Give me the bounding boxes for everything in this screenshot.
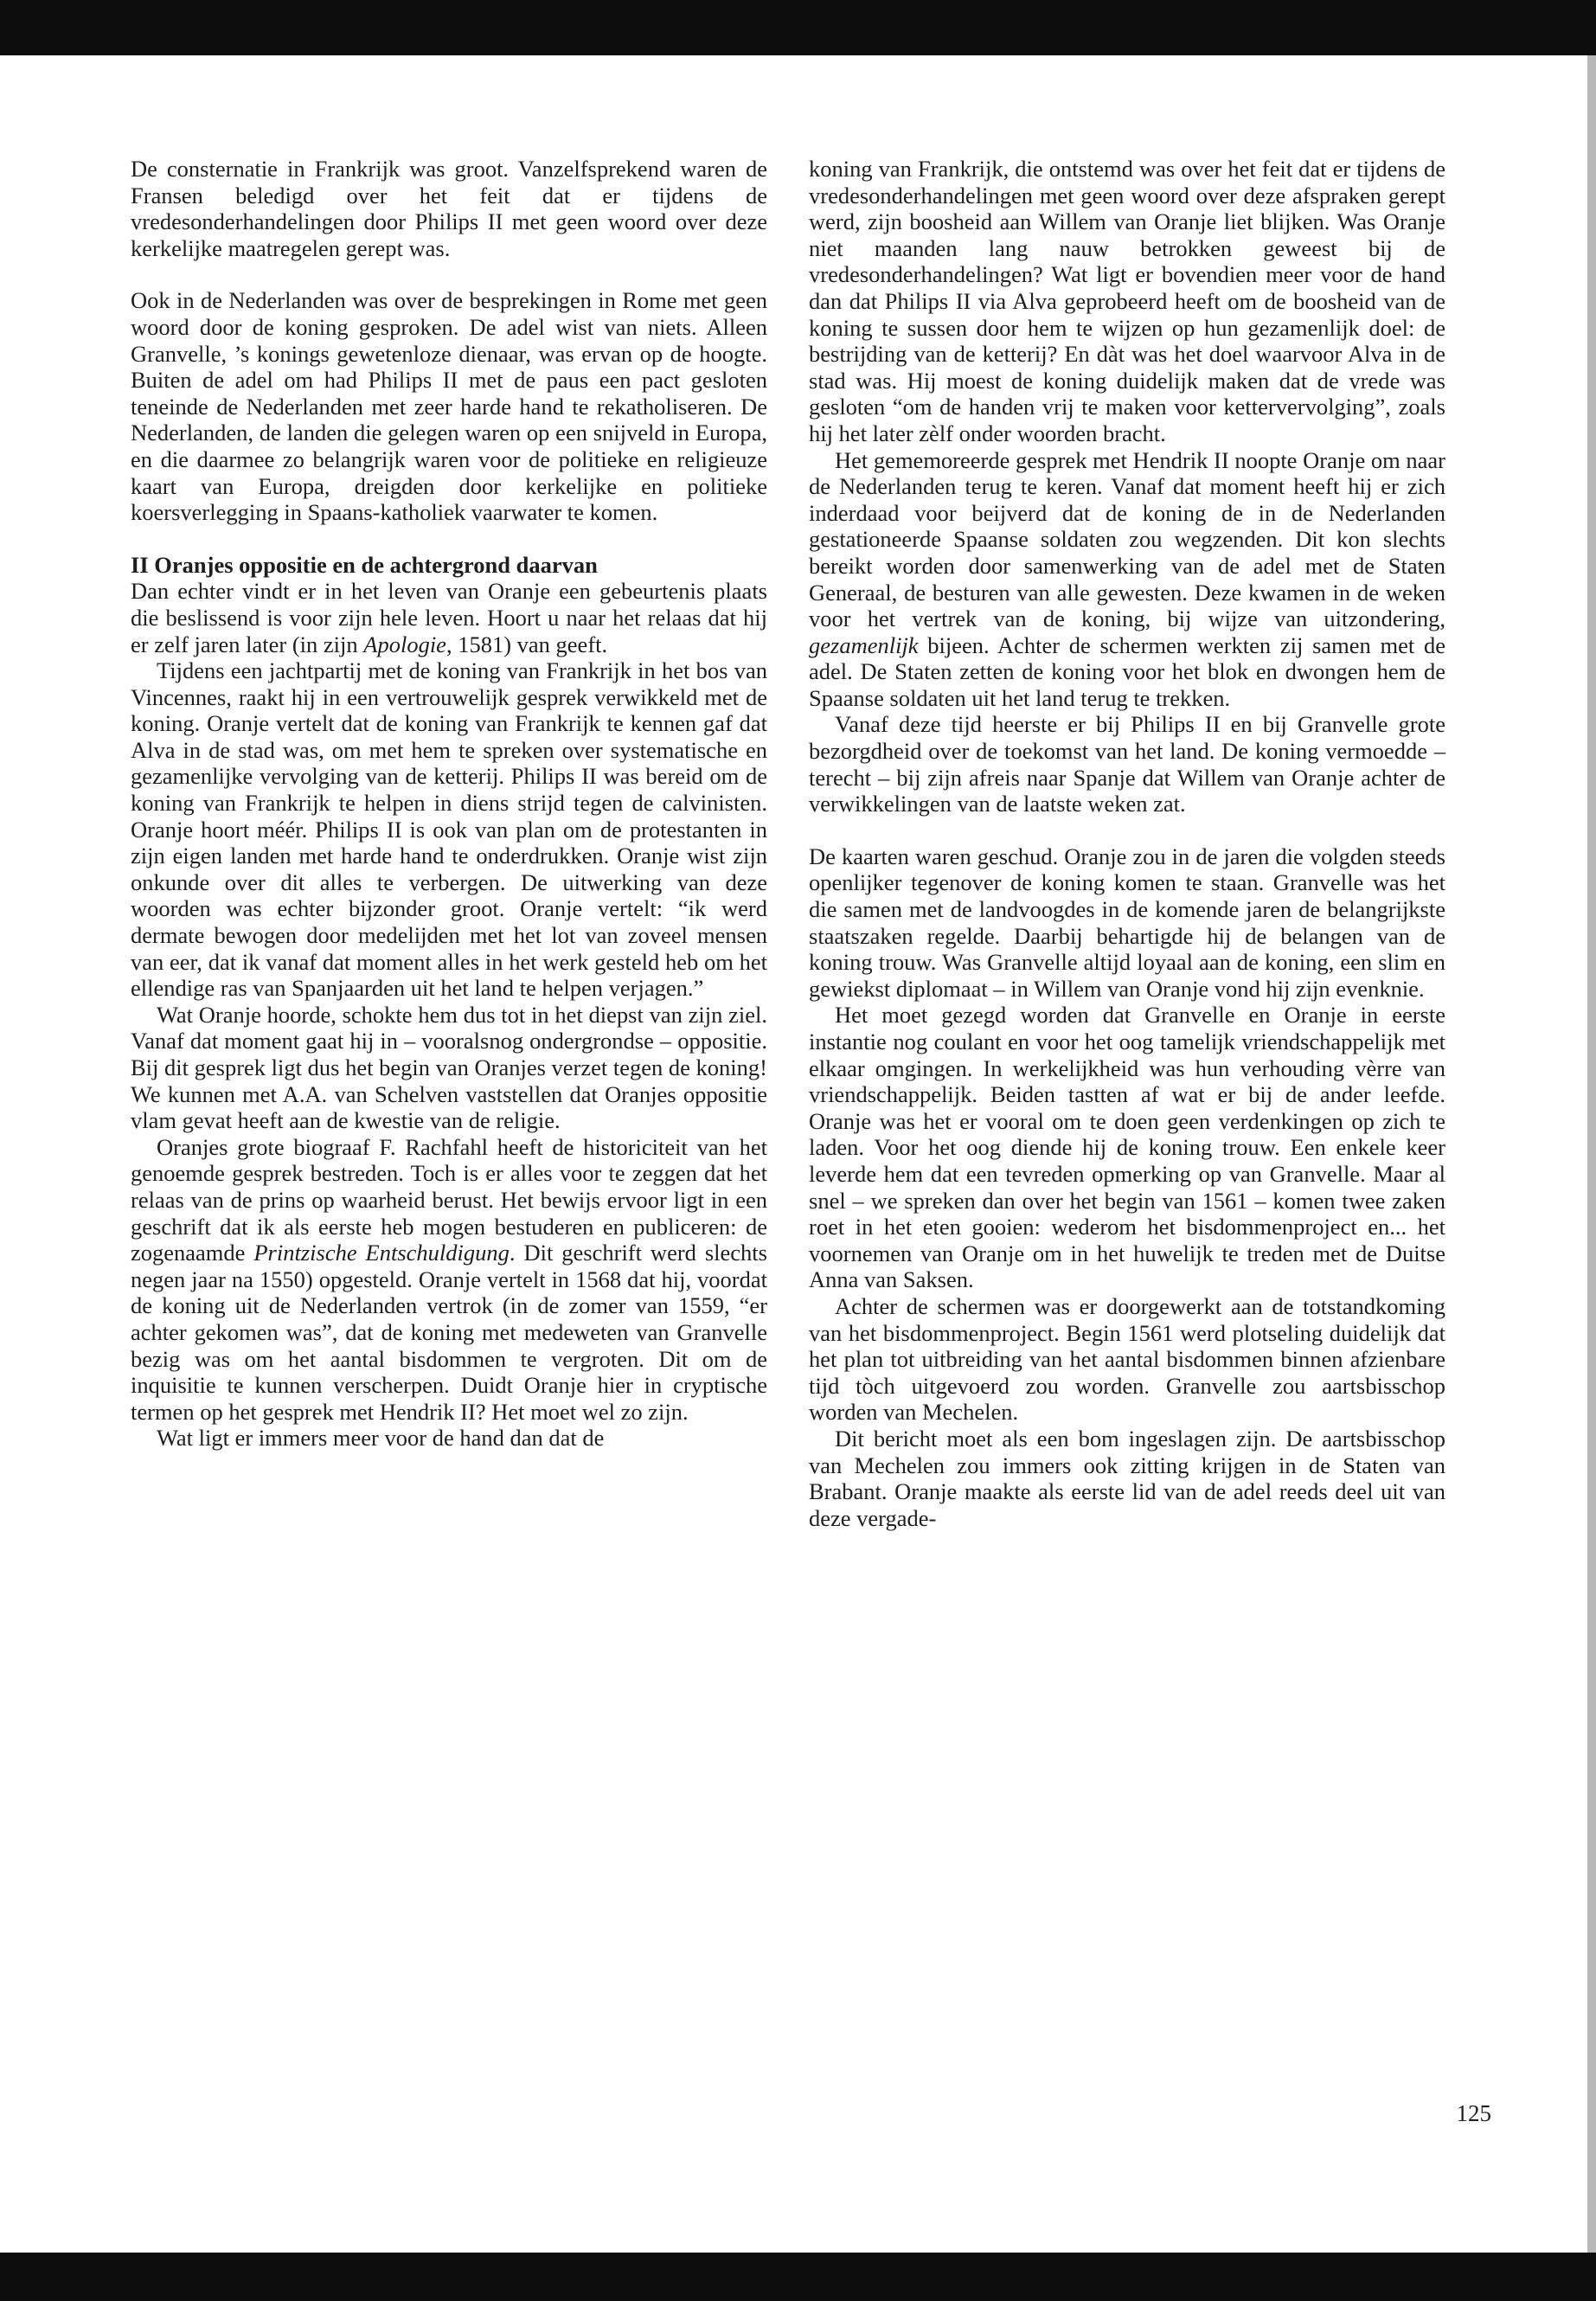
- paragraph: koning van Frankrijk, die ontstemd was over het feit dat er tijdens de vredesonderhandelingen met geen woord over deze afspraken gerept werd, zijn boosheid aan Willem van Oranje liet blijken. Was Oranje niet maanden lang nauw betrokken geweest bij de vredesonderhandelingen? Wat ligt er bovendien meer voor de hand dan dat Philips II via Alva geprobeerd heeft om de boosheid van de koning te sussen door hem te wijzen op hun gezamenlijk doel: de bestrijding van de ketterij? En dàt was het doel waarvoor Alva in de stad was. Hij moest de koning duidelijk maken dat de vrede was gesloten “om de handen vrij te maken voor kettervervolging”, zoals hij het later zèlf onder woorden bracht.: [809, 156, 1445, 446]
- paragraph: Oranjes grote biograaf F. Rachfahl heeft de historiciteit van het genoemde gesprek bestreden. Toch is er alles voor te zeggen dat het relaas van de prins op waarheid berust. Het bewijs ervoor ligt in een geschrift dat ik als eerste heb mogen bestuderen en publiceren: de zogenaamde Printzische Entschuldigung. Dit geschrift werd slechts negen jaar na 1550) opgesteld. Oranje vertelt in 1568 dat hij, voordat de koning uit de Nederlanden vertrok (in de zomer van 1559, “er achter gekomen was”, dat de koning met medeweten van Granvelle bezig was om het aantal bisdommen te vergroten. Dit om de inquisitie te kunnen verscherpen. Duidt Oranje hier in cryptische termen op het gesprek met Hendrik II? Het moet wel zo zijn.: [131, 1133, 767, 1425]
- paragraph: Dan echter vindt er in het leven van Oranje een gebeurtenis plaats die beslissend is voor zijn hele leven. Hoort u naar het relaas dat hij er zelf jaren later (in zijn Apologie, 1581) van geeft.: [131, 578, 767, 657]
- paragraph: Het moet gezegd worden dat Granvelle en Oranje in eerste instantie nog coulant en voor het oog tamelijk vriendschappelijk met elkaar omgingen. In werkelijkheid was hun verhouding vèrre van vriendschappelijk. Beiden tastten af wat er bij de ander leefde. Oranje was het er vooral om te doen geen verdenkingen op zich te laden. Voor het oog diende hij de koning trouw. Een enkele keer leverde hem dat een tevreden opmerking op van Granvelle. Maar al snel – we spreken dan over het begin van 1561 – komen twee zaken roet in het eten gooien: wederom het bisdommenproject en... het voornemen van Oranje om in het huwelijk te treden met de Duitse Anna van Saksen.: [809, 1002, 1445, 1293]
- paragraph: De kaarten waren geschud. Oranje zou in de jaren die volgden steeds openlijker tegenover de koning komen te staan. Granvelle was het die samen met de landvoogdes in de komende jaren de belangrijkste staatszaken regelde. Daarbij behartigde hij de belangen van de koning trouw. Was Granvelle altijd loyaal aan de koning, een slim en gewiekst diplomaat – in Willem van Oranje vond hij zijn evenknie.: [809, 843, 1445, 1002]
- left-column: [131, 156, 767, 1452]
- scan-border-top: [0, 0, 1596, 55]
- paragraph-spacer: [131, 526, 767, 552]
- paragraph: Tijdens een jachtpartij met de koning van Frankrijk in het bos van Vincennes, raakt hij in een vertrouwelijk gesprek verwikkeld met de koning. Oranje vertelt dat de koning van Frankrijk te kennen gaf dat Alva in de stad was, om met hem te spreken over systematische en gezamenlijke vervolging van de ketterij. Philips II was bereid om de koning van Frankrijk te helpen in diens strijd tegen de calvinisten. Oranje hoort méér. Philips II is ook van plan om de protestanten in zijn eigen landen met harde hand te onderdrukken. Oranje wist zijn onkunde over dit alles te verbergen. De uitwerking van deze woorden was echter bijzonder groot. Oranje vertelt: “ik werd dermate bewogen door medelijden met het lot van zoveel mensen van eer, dat ik vanaf dat moment alles in het werk gesteld heb om het ellendige ras van Spanjaarden uit het land te helpen verjagen.”: [131, 657, 767, 1002]
- right-column: [809, 156, 1445, 1531]
- paragraph-spacer: [809, 817, 1445, 843]
- emphasis: gezamenlijk: [809, 631, 919, 658]
- paragraph: Ook in de Nederlanden was over de besprekingen in Rome met geen woord door de koning gesproken. De adel wist van niets. Alleen Granvelle, ’s konings gewetenloze dienaar, was ervan op de hoogte. Buiten de adel om had Philips II met de paus een pact gesloten teneinde de Nederlanden met zeer harde hand te rekatholiseren. De Nederlanden, de landen die gelegen waren op een snijveld in Europa, en die daarmee zo belangrijk waren voor de politieke en religieuze kaart van Europa, dreigden door kerkelijke en politieke koersverlegging in Spaans-katholiek vaarwater te komen.: [131, 287, 767, 526]
- paragraph: Het gememoreerde gesprek met Hendrik II noopte Oranje om naar de Nederlanden terug te keren. Vanaf dat moment heeft hij er zich inderdaad voor beijverd dat de koning de in de Nederlanden gestationeerde Spaanse soldaten zou wegzenden. Dit kon slechts bereikt worden door samenwerking van de adel met de Staten Generaal, de besturen van alle gewesten. Deze kwamen in de weken voor het vertrek van de koning, bij wijze van uitzondering, gezamenlijk bijeen. Achter de schermen werkten zij samen met de adel. De Staten zetten de koning voor het blok en dwongen hem de Spaanse soldaten uit het land terug te trekken.: [809, 446, 1445, 711]
- scan-border-right: [1587, 55, 1596, 2253]
- paragraph: De consternatie in Frankrijk was groot. Vanzelfsprekend waren de Fransen beledigd over het feit dat er tijdens de vredesonderhandelingen door Philips II met geen woord over deze kerkelijke maatregelen gerept was.: [131, 156, 767, 261]
- section-heading: II Oranjes oppositie en de achtergrond daarvan: [131, 551, 598, 578]
- document-title: Printzische Entschuldigung: [253, 1240, 510, 1266]
- book-title: Apologie: [363, 631, 446, 657]
- paragraph-spacer: [131, 261, 767, 287]
- paragraph: Wat ligt er immers meer voor de hand dan dat de: [157, 1425, 605, 1452]
- paragraph: Achter de schermen was er doorgewerkt aan de totstandkoming van het bisdommenproject. Begin 1561 werd plotseling duidelijk dat het plan tot uitbreiding van het aantal bisdommen binnen afzienbare tijd tòch uitgevoerd zou worden. Granvelle zou aartsbisschop worden van Mechelen.: [809, 1292, 1445, 1426]
- page-number: 125: [1456, 2100, 1491, 2126]
- paragraph: Wat Oranje hoorde, schokte hem dus tot in het diepst van zijn ziel. Vanaf dat moment gaat hij in – vooralsnog ondergrondse – oppositie. Bij dit gesprek ligt dus het begin van Oranjes verzet tegen de koning! We kunnen met A.A. van Schelven vaststellen dat Oranjes oppositie vlam gevat heeft aan de kwestie van de religie.: [131, 1001, 767, 1134]
- paragraph: Dit bericht moet als een bom ingeslagen zijn. De aartsbisschop van Mechelen zou immers ook zitting krijgen in de Staten van Brabant. Oranje maakte als eerste lid van de adel reeds deel uit van deze vergade-: [809, 1425, 1445, 1531]
- paragraph: Vanaf deze tijd heerste er bij Philips II en bij Granvelle grote bezorgdheid over de toekomst van het land. De koning vermoedde – terecht – bij zijn afreis naar Spanje dat Willem van Oranje achter de verwikkelingen van de laatste weken zat.: [809, 711, 1445, 817]
- scan-border-bottom: [0, 2253, 1596, 2301]
